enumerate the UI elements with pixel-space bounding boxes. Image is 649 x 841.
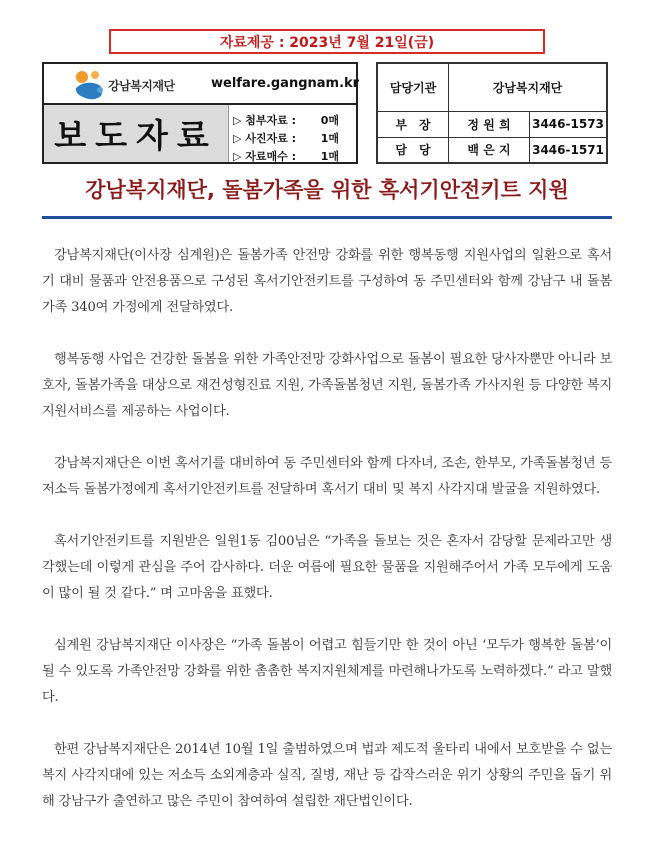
article-paragraph: 강남복지재단은 이번 혹서기를 대비하여 동 주민센터와 함께 다자녀, 조손, 한부모, 가족돌봄청년 등 저소득 돌봄가정에게 혹서기안전키트를 전달하며 혹서기 대비 및 복지 사각지대 발굴을 지원하였다. — [42, 456, 612, 497]
article-body — [42, 243, 612, 841]
photo-row — [233, 130, 357, 146]
agency-name: 강남복지재단 — [449, 63, 608, 111]
agency-label: 담당기관 — [377, 63, 449, 111]
press-release-label: 보도자료 — [44, 105, 229, 162]
pages-count: 1매 — [320, 150, 339, 163]
contact-phone: 3446-1571 — [530, 137, 608, 163]
attachment-label: ▷ 첨부자료 : — [233, 114, 297, 127]
website-link[interactable]: welfare.gangnam.kr — [211, 76, 360, 91]
article-paragraph: 심계원 강남복지재단 이사장은 “가족 돌봄이 어렵고 힘들기만 한 것이 아닌 ‘모두가 행복한 돌봄’이 될 수 있도록 가족안전망 강화를 위한 촘촘한 복지지원체계를 마련해나가도록 노력하겠다.” 라고 말했다. — [42, 638, 612, 705]
pages-label: ▷ 자료매수 : — [233, 150, 297, 163]
contact-name: 백 은 지 — [449, 137, 530, 163]
contact-role: 부 장 — [377, 111, 449, 137]
contact-table — [376, 62, 608, 164]
article-paragraph: 한편 강남복지재단은 2014년 10월 1일 출범하였으며 법과 제도적 울타리 내에서 보호받을 수 없는 복지 사각지대에 있는 저소득 소외계층과 실직, 질병, 재난 등 갑작스러운 위기 상황의 주민을 돕기 위해 강남구가 출연하고 많은 주민이 참여하여 설립한 재단법인이다. — [42, 742, 612, 809]
article-paragraph: 강남복지재단(이사장 심계원)은 돌봄가족 안전망 강화를 위한 행복동행 지원사업의 일환으로 혹서기 대비 물품과 안전용품으로 구성된 혹서기안전키트를 구성하여 동 주민센터와 함께 강남구 내 돌봄 가족 340여 가정에게 전달하였다. — [42, 248, 612, 315]
article-paragraph: 혹서기안전키트를 지원받은 일원1동 김00님은 “가족을 돌보는 것은 혼자서 감당할 문제라고만 생각했는데 이렇게 관심을 주어 감사하다. 더운 여름에 필요한 물품을 지원해주어서 가족 모두에게 도움이 많이 될 것 같다.” 며 고마움을 표했다. — [42, 534, 612, 601]
attachment-count: 0매 — [320, 114, 339, 127]
article-paragraph: 행복동행 사업은 건강한 돌봄을 위한 가족안전망 강화사업으로 돌봄이 필요한 당사자뿐만 아니라 보호자, 돌봄가족을 대상으로 재건성형진료 지원, 가족돌봄청년 지원, 돌봄가족 가사지원 등 다양한 복지지원서비스를 제공하는 사업이다. — [42, 352, 613, 419]
photo-label: ▷ 사진자료 : — [233, 132, 297, 145]
headline: 강남복지재단, 돌봄가족을 위한 혹서기안전키트 지원 — [85, 178, 569, 202]
press-header — [42, 62, 358, 164]
contact-name: 정 원 희 — [449, 111, 530, 137]
pages-row — [233, 148, 357, 164]
foundation-name: 강남복지재단 — [108, 79, 175, 93]
foundation-logo-icon — [71, 68, 107, 101]
contact-role: 담 당 — [377, 137, 449, 163]
logo-strip — [44, 64, 360, 105]
headline-divider — [42, 216, 612, 219]
release-date-banner: 자료제공 : 2023년 7월 21일(금) — [109, 29, 545, 54]
contact-phone: 3446-1573 — [530, 111, 608, 137]
attachment-row — [233, 112, 357, 128]
photo-count: 1매 — [320, 132, 339, 145]
